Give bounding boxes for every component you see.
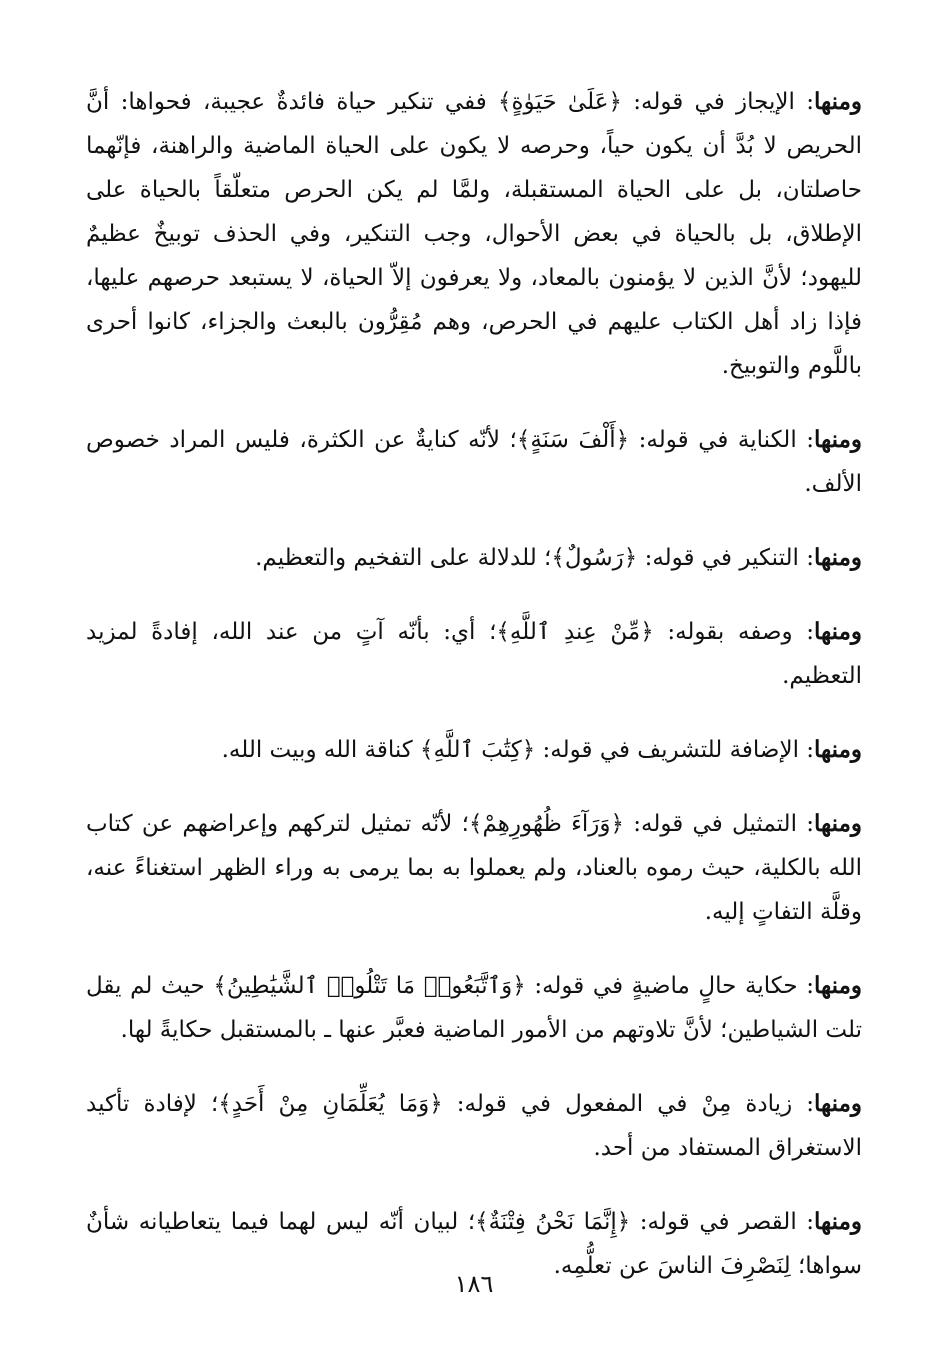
paragraph-text: : القصر في قوله: ﴿إِنَّمَا نَحْنُ فِتْنَةٌ﴾؛ لبيان أنّه ليس لهما فيما يتعاطيانه شأنٌ سواها؛ لِنَصْرِفَ الناسَ عن تعلُّمِه.: [86, 1209, 862, 1279]
paragraph-text: : حكاية حالٍ ماضيةٍ في قوله: ﴿وَٱتَّبَعُوا۟ مَا تَتْلُوا۟ ٱلشَّيَٰطِينُ﴾ حيث لم يقل تلت الشياطين؛ لأنَّ تلاوتهم من الأمور الماضية فعبَّر عنها ـ بالمستقبل حكايةً لها.: [86, 973, 862, 1043]
paragraph-indefinite: [86, 536, 862, 580]
paragraph-lead: ومنها: [814, 736, 862, 763]
page-body: [86, 80, 862, 1318]
paragraph-text: : الإيجاز في قوله: ﴿عَلَىٰ حَيَوٰةٍ﴾ ففي تنكير حياة فائدةٌ عجيبة، فحواها: أنَّ الحريص لا بُدَّ أن يكون حياً، وحرصه لا يكون على الحياة الماضية والراهنة، فإنّهما حاصلتان، بل على الحياة المستقبلة، ولمَّا لم يكن الحرص متعلّقاً بالحياة على الإطلاق، بل بالحياة في بعض الأحوال، وجب التنكير، وفي الحذف توبيخٌ عظيمٌ لليهود؛ لأنَّ الذين لا يؤمنون بالمعاد، ولا يعرفون إلاّ الحياة، لا يستبعد حرصهم عليها، فإذا زاد أهل الكتاب عليهم في الحرص، وهم مُقِرُّون بالبعث والجزاء، كانوا أحرى باللَّوم والتوبيخ.: [86, 89, 862, 379]
paragraph-lead: ومنها: [814, 426, 862, 453]
paragraph-text: : التمثيل في قوله: ﴿وَرَآءَ ظُهُورِهِمْ﴾؛ لأنّه تمثيل لتركهم وإعراضهم عن كتاب الله بالكلية، حيث رموه بالعناد، ولم يعملوا به بما يرمى به وراء الظهر استغناءً عنه، وقلَّة التفاتٍ إليه.: [86, 811, 862, 925]
paragraph-lead: ومنها: [814, 1090, 862, 1117]
paragraph-lead: ومنها: [814, 1208, 862, 1235]
paragraph-lead: ومنها: [814, 810, 862, 837]
paragraph-lead: ومنها: [814, 88, 862, 115]
paragraph-text: : وصفه بقوله: ﴿مِّنْ عِندِ ٱللَّهِ﴾؛ أي: بأنّه آتٍ من عند الله، إفادةً لمزيد التعظيم.: [86, 619, 862, 689]
paragraph-min-addition: [86, 1082, 862, 1170]
paragraph-text: : التنكير في قوله: ﴿رَسُولٌ﴾؛ للدلالة على التفخيم والتعظيم.: [255, 545, 815, 571]
paragraph-past-narration: [86, 964, 862, 1052]
page-number: ١٨٦: [454, 1270, 494, 1298]
paragraph-representation: [86, 802, 862, 934]
paragraph-text: : الإضافة للتشريف في قوله: ﴿كِتَٰبَ ٱللَّهِ﴾ كناقة الله وبيت الله.: [221, 737, 815, 763]
paragraph-text: : زيادة مِنْ في المفعول في قوله: ﴿وَمَا يُعَلِّمَانِ مِنْ أَحَدٍ﴾؛ لإفادة تأكيد الاستغراق المستفاد من أحد.: [86, 1091, 862, 1161]
paragraph-lead: ومنها: [814, 544, 862, 571]
paragraph-description: [86, 610, 862, 698]
paragraph-honorific-annexation: [86, 728, 862, 772]
paragraph-brevity: [86, 80, 862, 388]
paragraph-text: : الكناية في قوله: ﴿أَلْفَ سَنَةٍ﴾؛ لأنّه كنايةٌ عن الكثرة، فليس المراد خصوص الألف.: [86, 427, 862, 497]
paragraph-lead: ومنها: [814, 972, 862, 999]
paragraph-lead: ومنها: [814, 618, 862, 645]
paragraph-metonymy: [86, 418, 862, 506]
